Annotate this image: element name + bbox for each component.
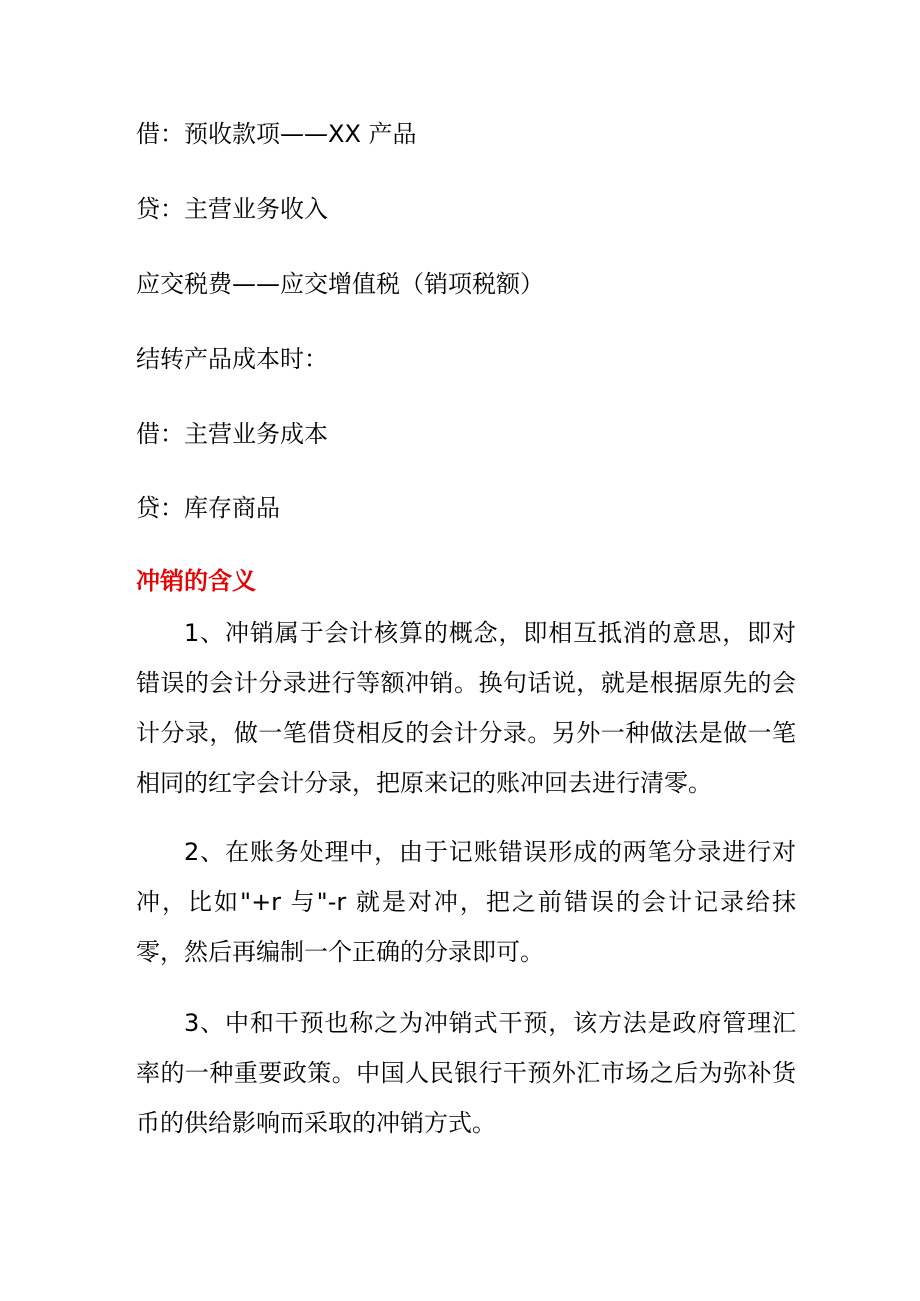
debit-entry-main-cost: 借：主营业务成本 [136, 420, 328, 448]
paragraph-2: 2、在账务处理中，由于记账错误形成的两笔分录进行对冲，比如"+r 与"-r 就是对冲，把之前错误的会计记录给抹零，然后再编制一个正确的分录即可。 [136, 838, 796, 966]
entry-vat-payable: 应交税费——应交增值税（销项税额） [136, 270, 544, 298]
credit-entry-inventory: 贷：库存商品 [136, 494, 280, 522]
credit-entry-main-revenue: 贷：主营业务收入 [136, 195, 328, 223]
debit-entry-advance-receipts: 借：预收款项——XX 产品 [136, 120, 417, 148]
paragraph-3: 3、中和干预也称之为冲销式干预，该方法是政府管理汇率的一种重要政策。中国人民银行干预外汇市场之后为弥补货币的供给影响而采取的冲销方式。 [136, 1009, 796, 1137]
paragraph-1: 1、冲销属于会计核算的概念，即相互抵消的意思，即对错误的会计分录进行等额冲销。换句话说，就是根据原先的会计分录，做一笔借贷相反的会计分录。另外一种做法是做一笔相同的红字会计分录，把原来记的账冲回去进行清零。 [136, 619, 796, 797]
entry-carry-forward-cost: 结转产品成本时： [136, 345, 328, 373]
section-heading: 冲销的含义 [136, 567, 256, 595]
